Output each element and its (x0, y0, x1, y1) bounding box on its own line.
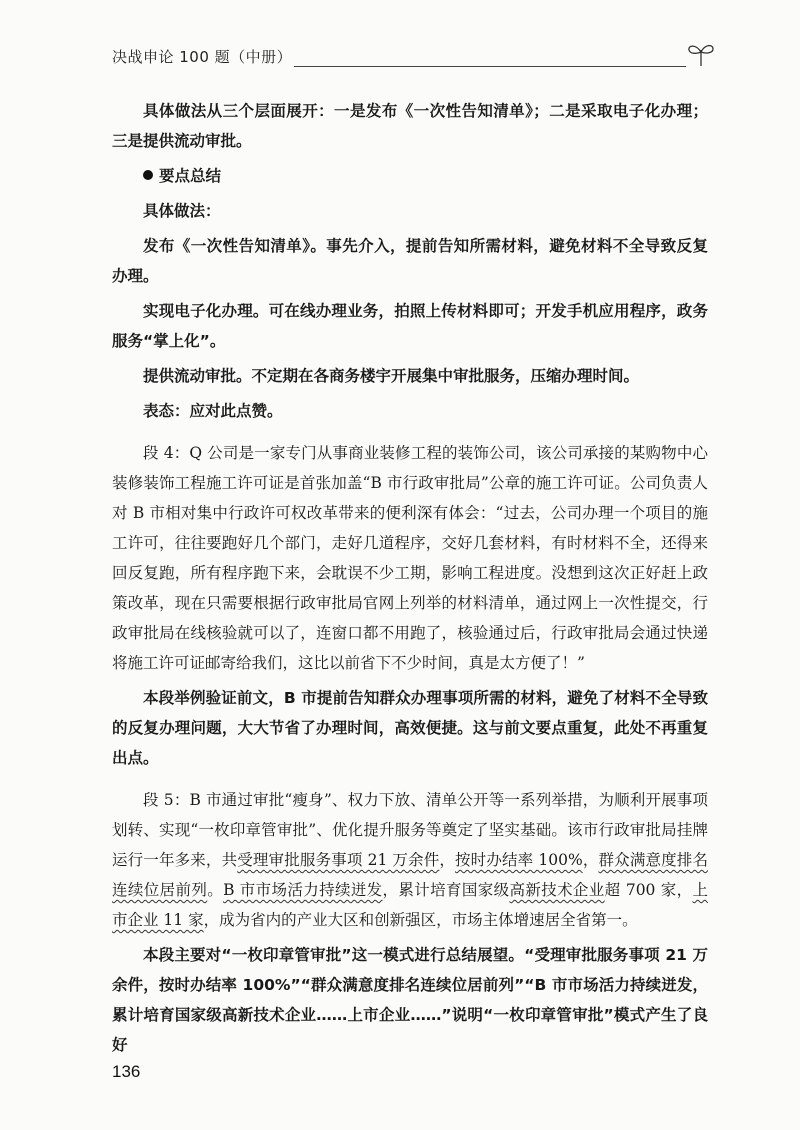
paragraph-4: 段 4：Q 公司是一家专门从事商业装修工程的装饰公司，该公司承接的某购物中心装修装饰工程施工许可证是首张加盖“B 市行政审批局”公章的施工许可证。公司负责人对 B 市相对集中行政许可权改革带来的便利深有体会：“过去，公司办理一个项目的施工许可，往往要跑好几个部门，走好几道程序，交好几套材料，有时材料不全，还得来回反复跑，所有程序跑下来，会耽误不少工期，影响工程进度。没想到这次正好赶上政策改革，现在只需要根据行政审批局官网上列举的材料清单，通过网上一次性提交，行政审批局在线核验就可以了，连窗口都不用跑了，核验通过后，行政审批局会通过快递将施工许可证邮寄给我们，这比以前省下不少时间，真是太方便了！” (112, 444, 708, 672)
paragraph-5: 段 5：B 市通过审批“瘦身”、权力下放、清单公开等一系列举措，为顺利开展事项划转、实现“一枚印章管审批”、优化提升服务等奠定了坚实基础。该市行政审批局挂牌运行一年多来，共受理审批服务事项 21 万余件，按时办结率 100%，群众满意度排名连续位居前列。B 市市场活力持续迸发，累计培育国家级高新技术企业超 700 家，上市企业 11 家，成为省内的产业大区和创新强区，市场主体增速居全省第一。 (112, 791, 708, 929)
key-points-subheading: 具体做法： (143, 202, 221, 220)
attitude-line: 表态：应对此点赞。 (143, 402, 283, 420)
underlined-phrase: 上市企业 11 家 (112, 881, 708, 929)
running-header (112, 46, 716, 76)
key-points-heading: 要点总结 (112, 161, 708, 191)
underlined-phrase: 受理审批服务事项 21 万余件 (237, 851, 440, 869)
underlined-phrase: 群众满意度排名连续位居前列 (112, 851, 708, 899)
page-body (112, 96, 708, 1060)
paragraph-5-analysis: 本段主要对“一枚印章管审批”这一模式进行总结展望。“受理审批服务事项 21 万余件，按时办结率 100%”“群众满意度排名连续位居前列”“B 市市场活力持续迸发，累计培育国家级高新技术企业……上市企业……”说明“一枚印章管审批”模式产生了良好 (112, 946, 708, 1054)
underlined-phrase: 高新技术企业 (509, 881, 605, 899)
bullet-icon (143, 170, 153, 180)
key-point-item: 实现电子化办理。可在线办理业务，拍照上传材料即可；开发手机应用程序，政务服务“掌上化”。 (112, 302, 708, 350)
paragraph-4-analysis: 本段举例验证前文，B 市提前告知群众办理事项所需的材料，避免了材料不全导致的反复办理问题，大大节省了办理时间，高效便捷。这与前文要点重复，此处不再重复出点。 (112, 689, 708, 767)
underlined-phrase: 按时办结率 100% (455, 851, 583, 869)
underlined-phrase: B 市市场活力持续迸发 (223, 881, 383, 899)
key-point-item: 发布《一次性告知清单》。事先介入，提前告知所需材料，避免材料不全导致反复办理。 (112, 237, 708, 285)
page-number: 136 (112, 1062, 141, 1081)
book-title: 决战申论 100 题（中册） (112, 48, 293, 66)
summary-intro: 具体做法从三个层面展开：一是发布《一次性告知清单》；二是采取电子化办理；三是提供流动审批。 (112, 102, 708, 150)
header-rule (294, 66, 686, 67)
key-point-item: 提供流动审批。不定期在各商务楼宇开展集中审批服务，压缩办理时间。 (143, 367, 640, 385)
sprout-leaf-icon (686, 40, 716, 68)
